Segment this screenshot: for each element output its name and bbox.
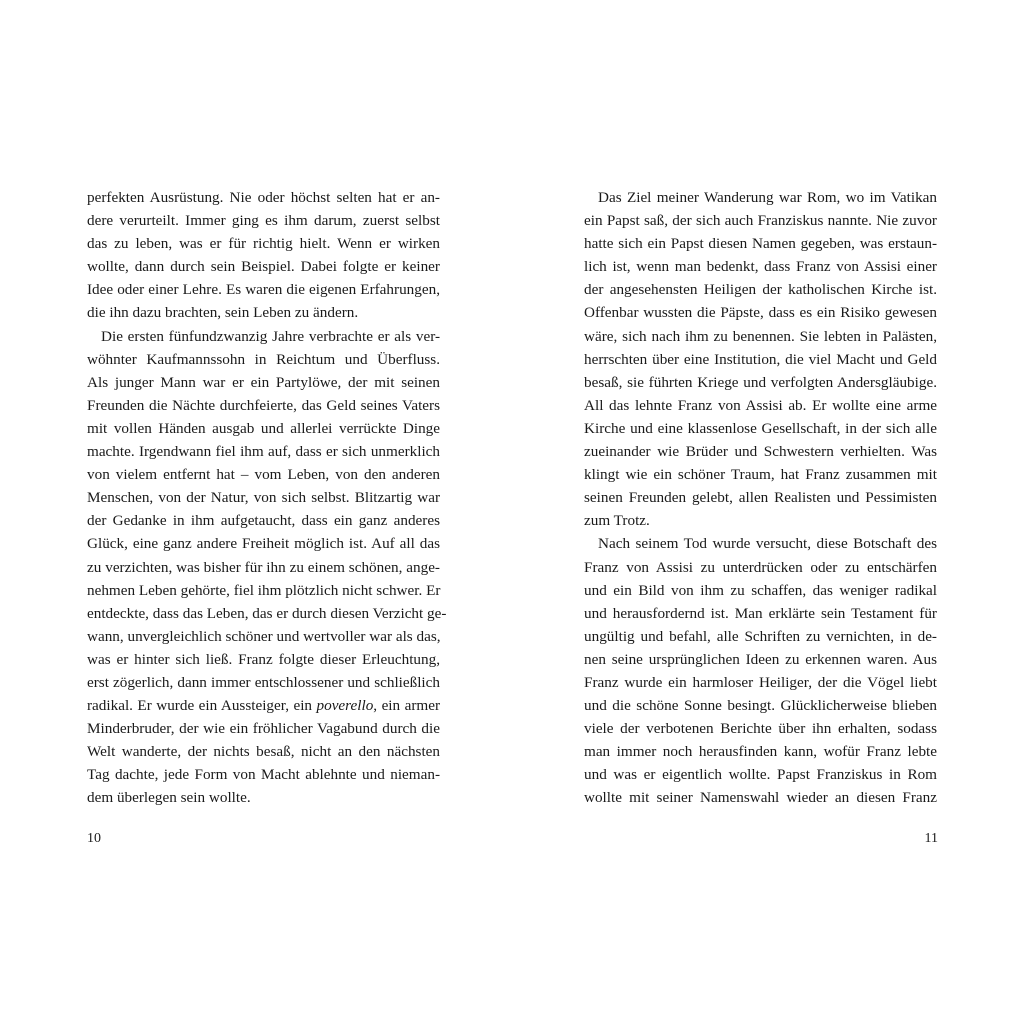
text-line: was er hinter sich ließ. Franz folgte dieser Erleuchtung, (87, 650, 440, 668)
text-line: der angesehensten Heiligen der katholischen Kirche ist. (584, 281, 937, 299)
text-line: wollte, dann durch sein Beispiel. Dabei folgte er keiner (87, 258, 440, 276)
text-line: ungültig und befahl, alle Schriften zu vernichten, in de- (584, 627, 937, 645)
text-line: dere verurteilt. Immer ging es ihm darum, zuerst selbst (87, 212, 440, 230)
text-line: dem überlegen sein wollte. (87, 789, 251, 807)
text-line: das zu leben, was er für richtig hielt. Wenn er wirken (87, 235, 440, 253)
text-line: Glück, eine ganz andere Freiheit möglich ist. Auf all das (87, 535, 440, 553)
text-line: entdeckte, dass das Leben, das er durch diesen Verzicht ge- (87, 604, 447, 622)
text-line: klingt wie ein schöner Traum, hat Franz zusammen mit (584, 466, 937, 484)
text-line: der Gedanke in ihm aufgetaucht, dass ein ganz anderes (87, 512, 440, 530)
text-line: zum Trotz. (584, 512, 650, 530)
text-line: man immer noch herausfinden kann, wofür Franz lebte (584, 743, 937, 761)
text-line: radikal. Er wurde ein Aussteiger, ein poverello, ein armer (87, 697, 440, 715)
text-line: Tag dachte, jede Form von Macht ablehnte und nieman- (87, 766, 440, 784)
text-line: Das Ziel meiner Wanderung war Rom, wo im Vatikan (598, 189, 937, 206)
text-line: wäre, sich nach ihm zu benennen. Sie lebten in Palästen, (584, 327, 937, 345)
text-line: Die ersten fünfundzwanzig Jahre verbrachte er als ver- (101, 327, 440, 345)
text-line: ein Papst saß, der sich auch Franziskus nannte. Nie zuvor (584, 212, 937, 230)
text-line: die ihn dazu brachten, sein Leben zu ändern. (87, 304, 359, 322)
left-page-body (87, 186, 447, 810)
text-line: erst zögerlich, dann immer entschlossener und schließlich (87, 673, 440, 691)
text-line: mit vollen Händen ausgab und allerlei verrückte Dinge (87, 419, 440, 437)
text-line: Welt wanderte, der nichts besaß, nicht an den nächsten (87, 743, 440, 761)
text-line: Als junger Mann war er ein Partylöwe, der mit seinen (87, 373, 440, 391)
text-line: All das lehnte Franz von Assisi ab. Er wollte eine arme (584, 396, 937, 414)
text-line: von vielem entfernt hat – vom Leben, von den anderen (87, 466, 440, 484)
text-line: viele der verbotenen Berichte über ihn erhalten, sodass (584, 720, 937, 738)
text-line: nehmen Leben gehörte, fiel ihm plötzlich nicht schwer. Er (87, 581, 441, 599)
text-line: Kirche und eine klassenlose Gesellschaft, in der sich alle (584, 419, 937, 437)
text-line: wöhnter Kaufmannssohn in Reichtum und Überfluss. (87, 350, 440, 368)
text-line: und herausfordernd ist. Man erklärte sein Testament für (584, 604, 937, 622)
text-line: und die schöne Sonne besingt. Glücklicherweise blieben (584, 697, 937, 715)
text-line: machte. Irgendwann fiel ihm auf, dass er sich unmerklich (87, 443, 440, 461)
right-page-body (584, 186, 937, 810)
text-line: hatte sich ein Papst diesen Namen gegeben, was erstaun- (584, 235, 937, 253)
text-line: nen seine ursprünglichen Ideen zu erkennen waren. Aus (584, 650, 937, 668)
text-line: Idee oder einer Lehre. Es waren die eigenen Erfahrungen, (87, 281, 440, 299)
text-line: herrschten über eine Institution, die viel Macht und Geld (584, 350, 937, 368)
text-line: und ein Bild von ihm zu schaffen, das weniger radikal (584, 581, 937, 599)
text-line: wann, unvergleichlich schöner und wertvoller war als das, (87, 627, 441, 645)
text-line: zu verzichten, was bisher für ihn zu einem schönen, ange- (87, 558, 440, 576)
left-page-number: 10 (87, 831, 101, 846)
text-line: Menschen, von der Natur, von sich selbst. Blitzartig war (87, 489, 440, 507)
text-line: lich ist, wenn man bedenkt, dass Franz von Assisi einer (584, 258, 937, 276)
text-line: perfekten Ausrüstung. Nie oder höchst selten hat er an- (87, 189, 440, 206)
text-line: wollte mit seiner Namenswahl wieder an diesen Franz (584, 789, 937, 807)
text-line: besaß, sie führten Kriege und verfolgten Andersgläubige. (584, 373, 937, 391)
text-line: Franz wurde ein harmloser Heiliger, der die Vögel liebt (584, 673, 937, 691)
text-line: Nach seinem Tod wurde versucht, diese Botschaft des (598, 535, 937, 553)
text-line: Minderbruder, der wie ein fröhlicher Vagabund durch die (87, 720, 440, 738)
text-line: Freunden die Nächte durchfeierte, das Geld seines Vaters (87, 396, 440, 414)
text-line: seinen Freunden gelebt, allen Realisten und Pessimisten (584, 489, 937, 507)
right-page-number: 11 (924, 831, 938, 846)
text-line: Franz von Assisi zu unterdrücken oder zu entschärfen (584, 558, 937, 576)
text-line: zueinander wie Brüder und Schwestern verhielten. Was (584, 443, 937, 461)
text-line: und was er eigentlich wollte. Papst Franziskus in Rom (584, 766, 937, 784)
text-line: Offenbar wussten die Päpste, dass es ein Risiko gewesen (584, 304, 937, 322)
